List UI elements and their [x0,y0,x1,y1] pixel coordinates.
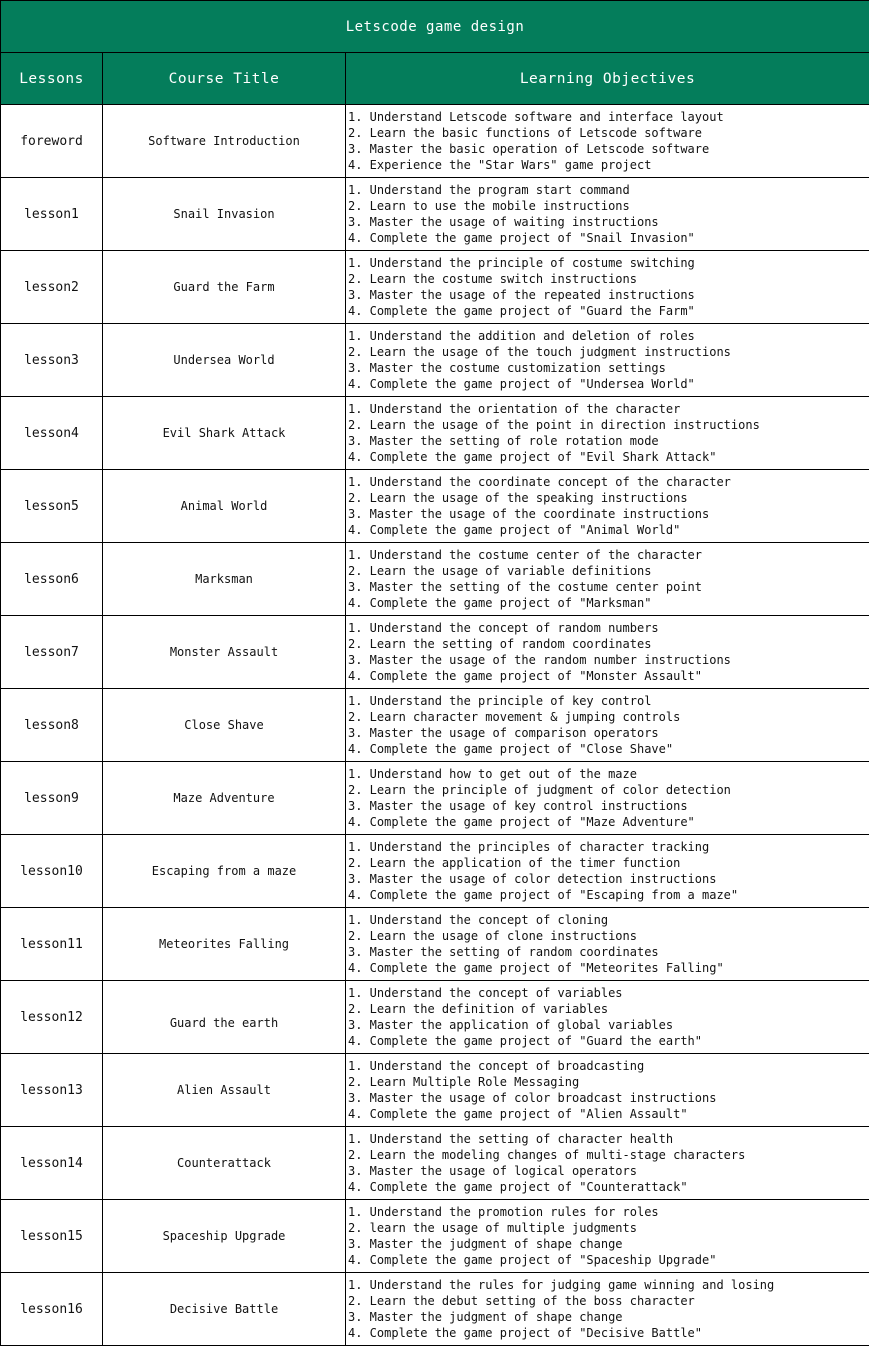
objective-item: 2. Learn the modeling changes of multi-stage characters [348,1148,746,1162]
course-title-cell [103,835,346,908]
course-title-cell [103,1273,346,1346]
objective-item: 3. Master the basic operation of Letscode software [348,142,710,156]
course-title-cell [103,324,346,397]
objectives-cell [346,908,869,981]
course-title: Counterattack [177,1156,271,1170]
table-row [1,178,869,251]
table-row [1,105,869,178]
objective-item: 2. Learn to use the mobile instructions [348,199,630,213]
table-row [1,251,869,324]
lesson-cell: lesson9 [1,762,103,835]
objective-item: 4. Complete the game project of "Escaping from a maze" [348,888,739,902]
table-row [1,762,869,835]
objective-item: 1. Understand the program start command [348,183,630,197]
course-title-cell [103,543,346,616]
objective-item: 2. Learn character movement & jumping controls [348,710,681,724]
table-row [1,616,869,689]
objective-item: 2. Learn the debut setting of the boss character [348,1294,695,1308]
objective-item: 1. Understand the rules for judging game winning and losing [348,1278,775,1292]
lesson-cell: lesson6 [1,543,103,616]
course-title: Escaping from a maze [151,864,297,878]
course-title-cell [103,616,346,689]
course-title-cell [103,908,346,981]
objectives-cell [346,178,869,251]
objective-item: 3. Master the usage of the repeated instructions [348,288,695,302]
objective-item: 1. Understand Letscode software and interface layout [348,110,724,124]
lesson-cell: lesson2 [1,251,103,324]
course-title: Maze Adventure [173,791,275,805]
course-title: Decisive Battle [169,1302,279,1316]
lesson-cell: lesson4 [1,397,103,470]
objectives-cell [346,1054,869,1127]
course-title-cell [103,105,346,178]
objective-item: 2. Learn Multiple Role Messaging [348,1075,580,1089]
objective-item: 2. Learn the application of the timer function [348,856,681,870]
objective-item: 3. Master the usage of waiting instructions [348,215,659,229]
objectives-cell [346,1273,869,1346]
objective-item: 1. Understand the orientation of the character [348,402,681,416]
course-title-cell [103,762,346,835]
objective-item: 3. Master the costume customization settings [348,361,666,375]
objective-item: 2. Learn the usage of the speaking instructions [348,491,688,505]
lesson-cell: lesson11 [1,908,103,981]
objective-item: 3. Master the setting of the costume center point [348,580,703,594]
course-title-cell [103,1200,346,1273]
table-title: Letscode game design [1,1,869,53]
objectives-cell [346,1200,869,1273]
objective-item: 4. Complete the game project of "Animal World" [348,523,681,537]
table-row [1,835,869,908]
objective-item: 3. Master the usage of color broadcast instructions [348,1091,717,1105]
course-title-cell [103,397,346,470]
objective-item: 1. Understand how to get out of the maze [348,767,637,781]
objectives-cell [346,689,869,762]
objectives-cell [346,981,869,1054]
objective-item: 3. Master the usage of the coordinate instructions [348,507,710,521]
table-row [1,1127,869,1200]
objective-item: 1. Understand the addition and deletion of roles [348,329,695,343]
objective-item: 1. Understand the promotion rules for roles [348,1205,659,1219]
objective-item: 1. Understand the principle of key control [348,694,652,708]
objectives-cell [346,251,869,324]
objective-item: 4. Complete the game project of "Maze Adventure" [348,815,695,829]
objective-item: 2. Learn the costume switch instructions [348,272,637,286]
course-title: Marksman [195,572,253,586]
objectives-cell [346,616,869,689]
objective-item: 2. Learn the principle of judgment of color detection [348,783,731,797]
objective-item: 3. Master the usage of logical operators [348,1164,637,1178]
header-course-title: Course Title [103,53,346,105]
course-title: Close Shave [184,718,264,732]
header-learning-objectives: Learning Objectives [346,53,869,105]
objective-item: 4. Experience the "Star Wars" game project [348,158,652,172]
objectives-cell [346,543,869,616]
objective-item: 3. Master the usage of key control instructions [348,799,688,813]
objective-item: 1. Understand the coordinate concept of the character [348,475,731,489]
objective-item: 2. Learn the basic functions of Letscode software [348,126,703,140]
course-title: Meteorites Falling [158,937,290,951]
lesson-cell: lesson10 [1,835,103,908]
table-row [1,1200,869,1273]
objective-item: 1. Understand the setting of character health [348,1132,674,1146]
objective-item: 4. Complete the game project of "Meteorites Falling" [348,961,724,975]
objective-item: 2. Learn the usage of the point in direction instructions [348,418,760,432]
objective-item: 1. Understand the costume center of the character [348,548,703,562]
table-row [1,543,869,616]
course-title: Alien Assault [177,1083,271,1097]
objective-item: 1. Understand the concept of broadcasting [348,1059,645,1073]
objective-item: 3. Master the application of global variables [348,1018,674,1032]
course-title: Guard the Farm [173,280,275,294]
lesson-cell: lesson3 [1,324,103,397]
table-row [1,324,869,397]
objectives-cell [346,835,869,908]
objective-item: 2. Learn the usage of the touch judgment instructions [348,345,731,359]
objective-item: 1. Understand the principles of character tracking [348,840,710,854]
objective-item: 4. Complete the game project of "Counterattack" [348,1180,688,1194]
objective-item: 4. Complete the game project of "Evil Shark Attack" [348,450,717,464]
lesson-cell: lesson16 [1,1273,103,1346]
table-row [1,397,869,470]
objective-item: 2. Learn the usage of variable definitions [348,564,652,578]
objective-item: 2. Learn the definition of variables [348,1002,609,1016]
course-title-cell [103,689,346,762]
course-title: Undersea World [173,353,275,367]
table-body [1,105,869,1346]
lesson-cell: lesson14 [1,1127,103,1200]
objective-item: 4. Complete the game project of "Guard the earth" [348,1034,703,1048]
table-row [1,981,869,1054]
objective-item: 4. Complete the game project of "Alien Assault" [348,1107,688,1121]
table-row [1,1273,869,1346]
header-lessons: Lessons [1,53,103,105]
lesson-cell: lesson1 [1,178,103,251]
objectives-cell [346,762,869,835]
table-row [1,470,869,543]
objective-item: 3. Master the usage of the random number instructions [348,653,731,667]
course-title: Evil Shark Attack [162,426,286,440]
objective-item: 2. Learn the setting of random coordinates [348,637,652,651]
objective-item: 3. Master the setting of role rotation mode [348,434,659,448]
lesson-cell: foreword [1,105,103,178]
title-row [1,1,869,53]
table-row [1,689,869,762]
objectives-cell [346,105,869,178]
course-title: Guard the earth [169,1016,279,1030]
table-row [1,1054,869,1127]
objective-item: 2. learn the usage of multiple judgments [348,1221,637,1235]
course-title-cell [103,251,346,324]
objective-item: 4. Complete the game project of "Marksman" [348,596,652,610]
objective-item: 4. Complete the game project of "Monster Assault" [348,669,703,683]
course-title: Monster Assault [169,645,279,659]
objective-item: 4. Complete the game project of "Close Shave" [348,742,674,756]
objective-item: 4. Complete the game project of "Guard the Farm" [348,304,695,318]
objective-item: 1. Understand the concept of random numbers [348,621,659,635]
objective-item: 4. Complete the game project of "Decisive Battle" [348,1326,703,1340]
objective-item: 3. Master the usage of comparison operators [348,726,659,740]
course-title-cell [103,178,346,251]
course-title-cell [103,1127,346,1200]
lesson-cell: lesson8 [1,689,103,762]
objective-item: 3. Master the usage of color detection instructions [348,872,717,886]
objectives-cell [346,397,869,470]
course-title: Spaceship Upgrade [162,1229,286,1243]
table-row [1,908,869,981]
objective-item: 4. Complete the game project of "Snail Invasion" [348,231,695,245]
course-title-cell [103,470,346,543]
course-title-cell [103,1054,346,1127]
objective-item: 1. Understand the principle of costume switching [348,256,695,270]
lesson-cell: lesson12 [1,981,103,1054]
objectives-cell [346,470,869,543]
course-title: Snail Invasion [173,207,275,221]
lesson-cell: lesson15 [1,1200,103,1273]
course-title: Software Introduction [148,134,300,148]
objective-item: 1. Understand the concept of cloning [348,913,609,927]
objectives-cell [346,1127,869,1200]
objective-item: 1. Understand the concept of variables [348,986,623,1000]
objectives-cell [346,324,869,397]
course-title-cell [103,981,346,1054]
lesson-cell: lesson7 [1,616,103,689]
header-row [1,53,869,105]
objective-item: 2. Learn the usage of clone instructions [348,929,637,943]
objective-item: 3. Master the setting of random coordinates [348,945,659,959]
objective-item: 4. Complete the game project of "Spaceship Upgrade" [348,1253,717,1267]
objective-item: 3. Master the judgment of shape change [348,1237,623,1251]
lesson-cell: lesson5 [1,470,103,543]
objective-item: 3. Master the judgment of shape change [348,1310,623,1324]
course-title: Animal World [180,499,268,513]
lesson-cell: lesson13 [1,1054,103,1127]
objective-item: 4. Complete the game project of "Undersea World" [348,377,695,391]
